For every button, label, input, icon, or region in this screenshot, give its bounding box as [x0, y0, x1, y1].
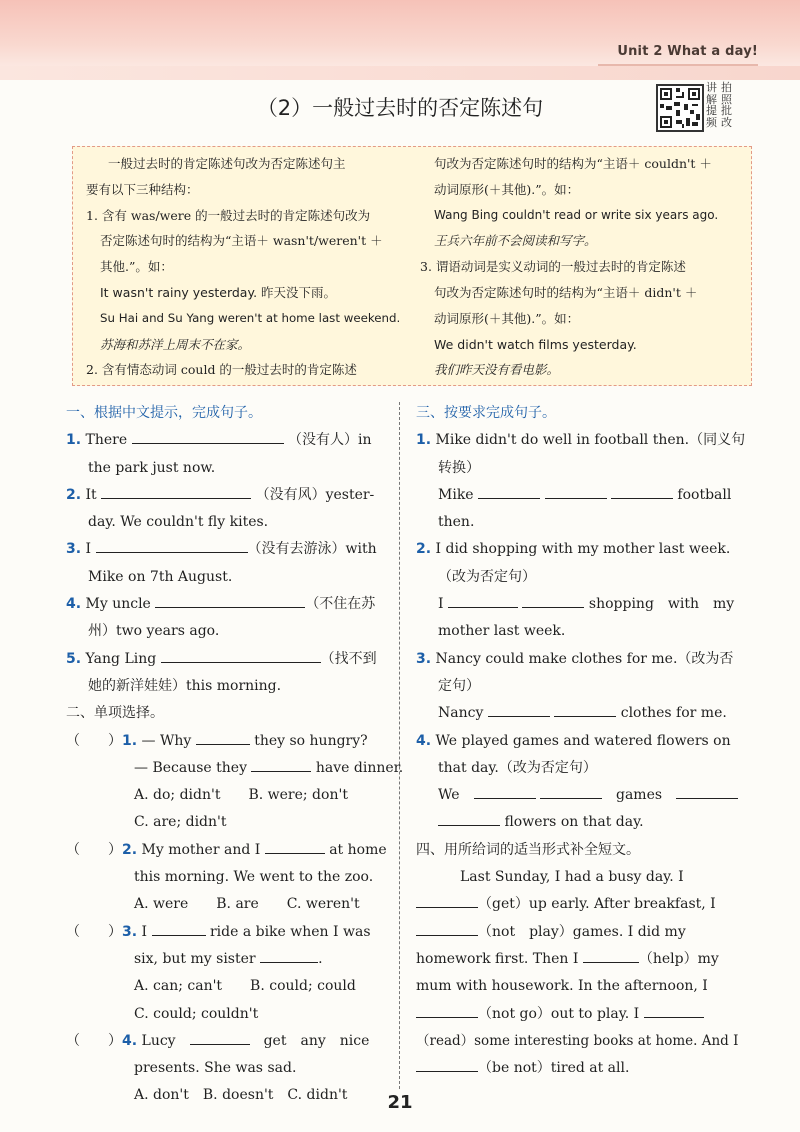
answer-parentheses[interactable]: （ ） — [66, 1032, 122, 1049]
rules-left-column — [86, 151, 401, 383]
rule-example-translation: 苏海和苏洋上周末不在家。 — [100, 336, 251, 352]
rule-text: 句改为否定陈述句时的结构为“主语＋ didn't ＋ — [434, 284, 698, 300]
rule-text: 句改为否定陈述句时的结构为“主语＋ couldn't ＋ — [434, 156, 712, 171]
answer-blank[interactable] — [196, 729, 250, 745]
answer-blank[interactable] — [251, 756, 311, 772]
option-line: A. were B. are C. weren't — [134, 896, 360, 913]
answer-blank[interactable] — [416, 920, 478, 936]
part3-item: 3. Nancy could make clothes for me.（改为否 — [416, 650, 734, 667]
part1-item: 2. It （没有风）yester- — [66, 482, 392, 509]
passage-line: Last Sunday, I had a busy day. I — [460, 869, 684, 886]
page-number: 21 — [387, 1092, 413, 1113]
answer-parentheses[interactable]: （ ） — [66, 732, 122, 749]
rule-example-translation: 我们昨天没有看电影。 — [434, 362, 560, 378]
section-title: （2）一般过去时的否定陈述句 — [256, 96, 544, 120]
part3-answer-cont: mother last week. — [438, 623, 566, 640]
answer-blank[interactable] — [554, 701, 616, 717]
passage-line: （read）some interesting books at home. And I — [416, 1032, 739, 1049]
part3-answer-line: Mike football — [416, 482, 742, 509]
part2-item: （ ）4. Lucy get any nice — [66, 1028, 392, 1055]
answer-blank[interactable] — [101, 483, 251, 499]
answer-blank[interactable] — [260, 947, 318, 963]
passage-line: mum with housework. In the afternoon, I — [416, 978, 708, 995]
part2-item: （ ）1. — Why they so hungry? — [66, 728, 392, 755]
part1-item-cont: day. We couldn't fly kites. — [88, 514, 269, 531]
part3-title: 三、按要求完成句子。 — [416, 405, 556, 421]
qr-code[interactable] — [656, 84, 704, 132]
right-column — [416, 400, 746, 1082]
passage-line: （be not）tired at all. — [416, 1055, 742, 1082]
rule-example: Wang Bing couldn't read or write six years ago. — [434, 207, 719, 222]
part1-title: 一、根据中文提示，完成句子。 — [66, 405, 262, 421]
answer-blank[interactable] — [155, 592, 305, 608]
part1-item-cont: 她的新洋娃娃）this morning. — [88, 677, 282, 694]
part3-answer-line: Nancy clothes for me. — [416, 700, 742, 727]
option-line: C. are; didn't — [134, 814, 227, 831]
rule-text: 一般过去时的肯定陈述句改为否定陈述句主 — [108, 156, 346, 171]
part3-answer-line: I shopping with my — [416, 591, 742, 618]
part1-item: 3. I （没有去游泳）with — [66, 536, 392, 563]
rule-text: 动词原形(＋其他).”。如： — [434, 310, 580, 326]
rule-example: Su Hai and Su Yang weren't at home last weekend. — [100, 310, 401, 325]
part2-title: 二、单项选择。 — [66, 705, 164, 722]
answer-blank[interactable] — [416, 892, 478, 908]
option-line: C. could; couldn't — [134, 1005, 259, 1022]
qr-tag-left: 讲 解 提 频 — [706, 81, 717, 129]
answer-blank[interactable] — [474, 783, 536, 799]
part2-item: （ ）3. I ride a bike when I was — [66, 919, 392, 946]
answer-blank[interactable] — [611, 483, 673, 499]
part1-item-cont: 州）two years ago. — [88, 623, 220, 640]
part2-item-line: presents. She was sad. — [134, 1060, 297, 1077]
rule-text: 否定陈述句时的结构为“主语＋ wasn't/weren't ＋ — [100, 233, 383, 249]
rules-right-column — [420, 151, 745, 383]
passage-line: （not go）out to play. I — [416, 1001, 742, 1028]
part3-answer-cont: flowers on that day. — [416, 809, 742, 836]
rule-text: 其他.”。如： — [100, 259, 173, 275]
rule-text: 1. 含有 was/were 的一般过去时的肯定陈述句改为 — [86, 207, 371, 223]
rule-example: We didn't watch films yesterday. — [434, 336, 637, 352]
part3-item-instruction: 转换） — [438, 459, 480, 476]
part1-item-cont: the park just now. — [88, 459, 216, 476]
column-divider — [399, 402, 400, 1089]
answer-blank[interactable] — [438, 810, 500, 826]
passage-line: （not play）games. I did my — [416, 919, 742, 946]
answer-blank[interactable] — [265, 838, 325, 854]
part1-item: 1. There （没有人）in — [66, 427, 392, 454]
part3-item-instruction: 定句） — [438, 677, 480, 694]
rule-example-translation: 王兵六年前不会阅读和写字。 — [434, 233, 597, 249]
answer-blank[interactable] — [416, 1002, 478, 1018]
answer-parentheses[interactable]: （ ） — [66, 923, 122, 940]
answer-blank[interactable] — [448, 592, 518, 608]
answer-parentheses[interactable]: （ ） — [66, 841, 122, 858]
answer-blank[interactable] — [545, 483, 607, 499]
answer-blank[interactable] — [132, 428, 284, 444]
rule-text: 3. 谓语动词是实义动词的一般过去时的肯定陈述 — [420, 259, 686, 275]
answer-blank[interactable] — [583, 947, 639, 963]
header-band — [0, 0, 800, 80]
answer-blank[interactable] — [190, 1029, 250, 1045]
unit-underline — [598, 64, 758, 66]
rule-example: It wasn't rainy yesterday. 昨天没下雨。 — [100, 284, 337, 300]
answer-blank[interactable] — [478, 483, 540, 499]
answer-blank[interactable] — [161, 647, 321, 663]
answer-blank[interactable] — [522, 592, 584, 608]
part1-item: 5. Yang Ling （找不到 — [66, 646, 392, 673]
rule-text: 要有以下三种结构： — [86, 181, 199, 197]
option-line: A. can; can't B. could; could — [134, 978, 356, 995]
option-line: A. don't B. doesn't C. didn't — [134, 1087, 348, 1104]
part2-item-line: six, but my sister . — [66, 946, 392, 973]
answer-blank[interactable] — [644, 1002, 704, 1018]
answer-blank[interactable] — [416, 1056, 478, 1072]
part3-item-instruction: that day.（改为否定句） — [438, 759, 597, 776]
answer-blank[interactable] — [676, 783, 738, 799]
rule-text: 2. 含有情态动词 could 的一般过去时的肯定陈述 — [86, 362, 357, 378]
part2-item-line: — Because they have dinner. — [66, 755, 392, 782]
part3-item: 1. Mike didn't do well in football then.（同义句 — [416, 432, 746, 449]
part3-item: 4. We played games and watered flowers on — [416, 732, 731, 749]
part4-title: 四、用所给词的适当形式补全短文。 — [416, 841, 640, 858]
qr-tag-right: 拍 照 批 改 — [721, 81, 732, 129]
part1-item: 4. My uncle （不住在苏 — [66, 591, 392, 618]
qr-code-icon — [658, 86, 702, 130]
rule-text: 动词原形(＋其他).”。如： — [434, 181, 580, 197]
part3-item-instruction: （改为否定句） — [438, 568, 536, 585]
part3-answer-line: We games — [416, 782, 742, 809]
part2-item-line: this morning. We went to the zoo. — [134, 869, 374, 886]
part3-answer-cont: then. — [438, 514, 475, 531]
answer-blank[interactable] — [488, 701, 550, 717]
answer-blank[interactable] — [152, 920, 206, 936]
option-line: A. do; didn't B. were; don't — [134, 787, 348, 804]
part1-item-cont: Mike on 7th August. — [88, 568, 233, 585]
answer-blank[interactable] — [540, 783, 602, 799]
part3-item: 2. I did shopping with my mother last week. — [416, 541, 731, 558]
part2-item: （ ）2. My mother and I at home — [66, 837, 392, 864]
unit-title: Unit 2 What a day! — [617, 44, 758, 59]
passage-line: （get）up early. After breakfast, I — [416, 891, 742, 918]
passage-line: homework first. Then I （help）my — [416, 946, 742, 973]
answer-blank[interactable] — [96, 537, 248, 553]
